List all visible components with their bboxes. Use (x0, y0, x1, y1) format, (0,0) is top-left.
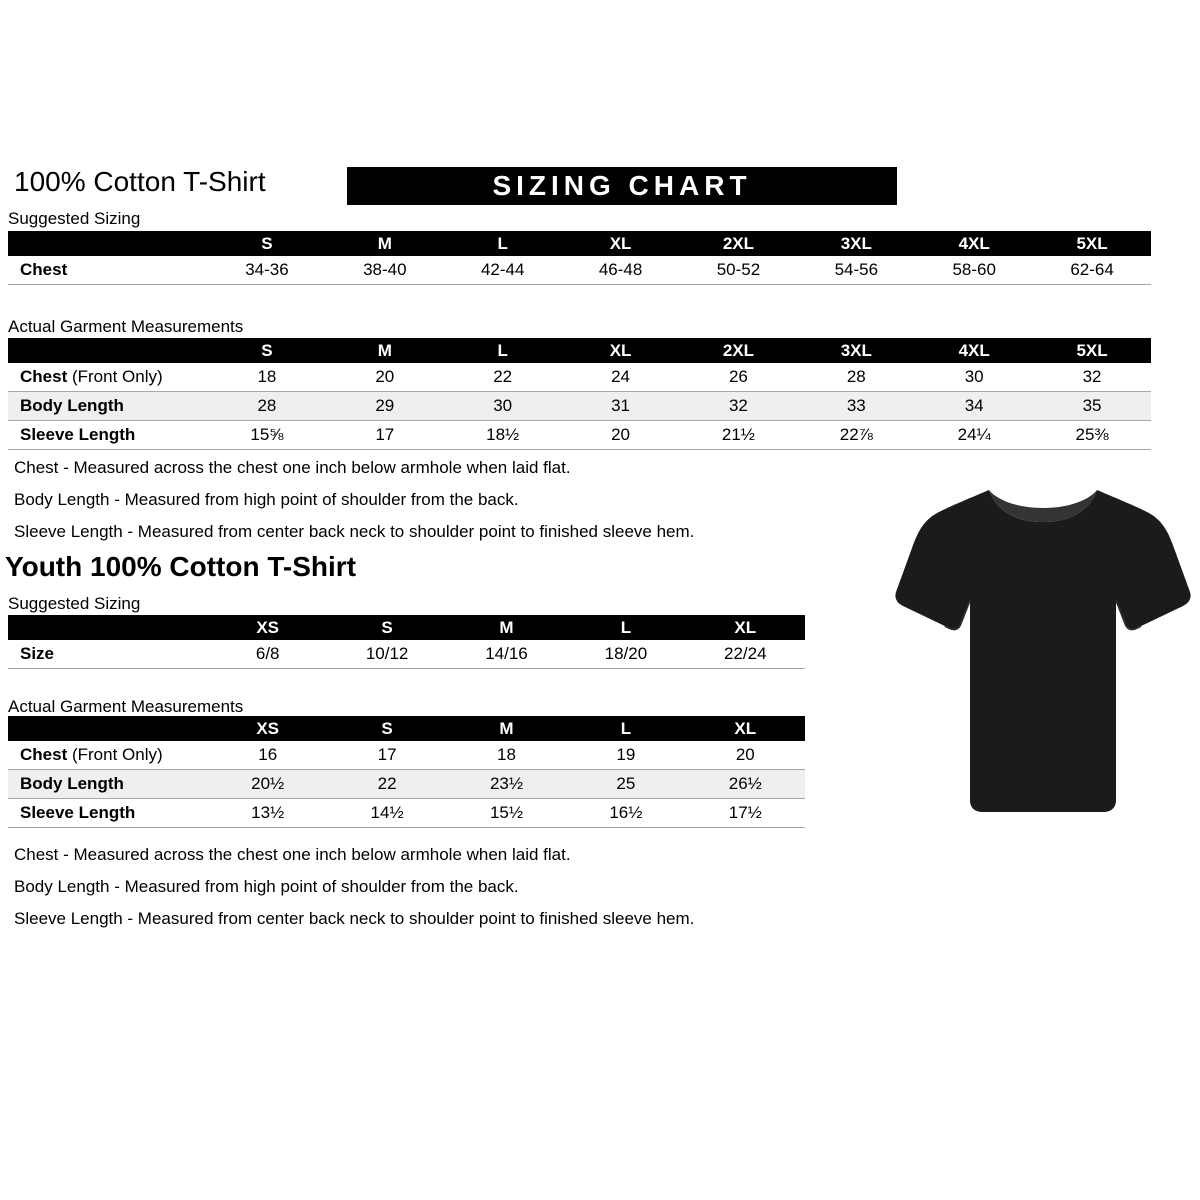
column-header: 3XL (797, 338, 915, 363)
row-label: Size (8, 640, 208, 669)
value-cell: 22 (444, 363, 562, 392)
column-header: M (326, 231, 444, 256)
row-label: Chest (Front Only) (8, 363, 208, 392)
value-cell: 25 (566, 770, 685, 799)
table-header-row (8, 615, 805, 640)
value-cell: 17 (326, 421, 444, 450)
header-corner-cell (8, 615, 208, 640)
youth-note-chest: Chest - Measured across the chest one inch below armhole when laid flat. (14, 845, 571, 864)
header-corner-cell (8, 338, 208, 363)
column-header: M (447, 716, 566, 741)
value-cell: 10/12 (327, 640, 446, 669)
value-cell: 18/20 (566, 640, 685, 669)
table-row (8, 741, 805, 770)
adult-actual-measurements-table (8, 338, 1151, 450)
value-cell: 58-60 (915, 256, 1033, 285)
column-header: 2XL (680, 231, 798, 256)
adult-suggested-sizing-table (8, 231, 1151, 285)
column-header: XL (686, 716, 805, 741)
column-header: XL (562, 338, 680, 363)
table-row (8, 392, 1151, 421)
table-row (8, 256, 1151, 285)
value-cell: 54-56 (797, 256, 915, 285)
value-cell: 24 (562, 363, 680, 392)
black-tshirt-image (893, 478, 1193, 828)
column-header: 4XL (915, 231, 1033, 256)
row-label: Chest (Front Only) (8, 741, 208, 770)
value-cell: 34 (915, 392, 1033, 421)
column-header: XS (208, 615, 327, 640)
table-header-row (8, 716, 805, 741)
column-header: S (327, 716, 446, 741)
value-cell: 50-52 (680, 256, 798, 285)
value-cell: 13½ (208, 799, 327, 828)
row-label: Body Length (8, 392, 208, 421)
value-cell: 21½ (680, 421, 798, 450)
value-cell: 29 (326, 392, 444, 421)
adult-actual-measurements-label: Actual Garment Measurements (8, 317, 244, 336)
value-cell: 32 (680, 392, 798, 421)
value-cell: 33 (797, 392, 915, 421)
value-cell: 62-64 (1033, 256, 1151, 285)
value-cell: 38-40 (326, 256, 444, 285)
youth-section-title: Youth 100% Cotton T-Shirt (5, 551, 357, 582)
value-cell: 17½ (686, 799, 805, 828)
value-cell: 26½ (686, 770, 805, 799)
value-cell: 22⅞ (797, 421, 915, 450)
value-cell: 18½ (444, 421, 562, 450)
table-row (8, 421, 1151, 450)
column-header: 5XL (1033, 338, 1151, 363)
column-header: L (444, 231, 562, 256)
value-cell: 14½ (327, 799, 446, 828)
value-cell: 16½ (566, 799, 685, 828)
table-header-row (8, 338, 1151, 363)
column-header: S (208, 231, 326, 256)
value-cell: 6/8 (208, 640, 327, 669)
column-header: M (447, 615, 566, 640)
value-cell: 35 (1033, 392, 1151, 421)
youth-measurement-notes (14, 845, 694, 941)
column-header: M (326, 338, 444, 363)
column-header: L (566, 615, 685, 640)
value-cell: 18 (447, 741, 566, 770)
sizing-chart-banner: SIZING CHART (347, 167, 897, 205)
value-cell: 25⅜ (1033, 421, 1151, 450)
table-row (8, 770, 805, 799)
header-corner-cell (8, 716, 208, 741)
value-cell: 46-48 (562, 256, 680, 285)
adult-measurement-notes (14, 458, 694, 554)
value-cell: 32 (1033, 363, 1151, 392)
column-header: L (566, 716, 685, 741)
adult-note-sleeve-length: Sleeve Length - Measured from center back neck to shoulder point to finished sleeve hem. (14, 522, 695, 541)
value-cell: 30 (444, 392, 562, 421)
column-header: XL (686, 615, 805, 640)
row-label: Sleeve Length (8, 421, 208, 450)
youth-suggested-sizing-table (8, 615, 805, 669)
table-row (8, 799, 805, 828)
value-cell: 26 (680, 363, 798, 392)
value-cell: 30 (915, 363, 1033, 392)
column-header: XL (562, 231, 680, 256)
value-cell: 15½ (447, 799, 566, 828)
value-cell: 18 (208, 363, 326, 392)
table-row (8, 640, 805, 669)
column-header: 5XL (1033, 231, 1151, 256)
value-cell: 20 (562, 421, 680, 450)
youth-actual-measurements-table (8, 716, 805, 828)
column-header: 4XL (915, 338, 1033, 363)
column-header: S (208, 338, 326, 363)
adult-note-chest: Chest - Measured across the chest one inch below armhole when laid flat. (14, 458, 571, 477)
adult-note-body-length: Body Length - Measured from high point of shoulder from the back. (14, 490, 519, 509)
column-header: XS (208, 716, 327, 741)
value-cell: 22 (327, 770, 446, 799)
row-label: Sleeve Length (8, 799, 208, 828)
value-cell: 31 (562, 392, 680, 421)
value-cell: 24¼ (915, 421, 1033, 450)
adult-suggested-sizing-label: Suggested Sizing (8, 209, 141, 228)
value-cell: 34-36 (208, 256, 326, 285)
value-cell: 15⅝ (208, 421, 326, 450)
value-cell: 20 (686, 741, 805, 770)
value-cell: 17 (327, 741, 446, 770)
value-cell: 28 (208, 392, 326, 421)
table-header-row (8, 231, 1151, 256)
column-header: S (327, 615, 446, 640)
youth-note-sleeve-length: Sleeve Length - Measured from center back neck to shoulder point to finished sleeve hem. (14, 909, 695, 928)
row-label: Body Length (8, 770, 208, 799)
value-cell: 20 (326, 363, 444, 392)
value-cell: 14/16 (447, 640, 566, 669)
table-row (8, 363, 1151, 392)
value-cell: 23½ (447, 770, 566, 799)
adult-section-title: 100% Cotton T-Shirt (14, 166, 266, 197)
value-cell: 22/24 (686, 640, 805, 669)
value-cell: 20½ (208, 770, 327, 799)
header-corner-cell (8, 231, 208, 256)
value-cell: 42-44 (444, 256, 562, 285)
column-header: 2XL (680, 338, 798, 363)
value-cell: 19 (566, 741, 685, 770)
youth-note-body-length: Body Length - Measured from high point of shoulder from the back. (14, 877, 519, 896)
column-header: L (444, 338, 562, 363)
value-cell: 28 (797, 363, 915, 392)
value-cell: 16 (208, 741, 327, 770)
youth-suggested-sizing-label: Suggested Sizing (8, 594, 141, 613)
youth-actual-measurements-label: Actual Garment Measurements (8, 697, 244, 716)
column-header: 3XL (797, 231, 915, 256)
row-label: Chest (8, 256, 208, 285)
